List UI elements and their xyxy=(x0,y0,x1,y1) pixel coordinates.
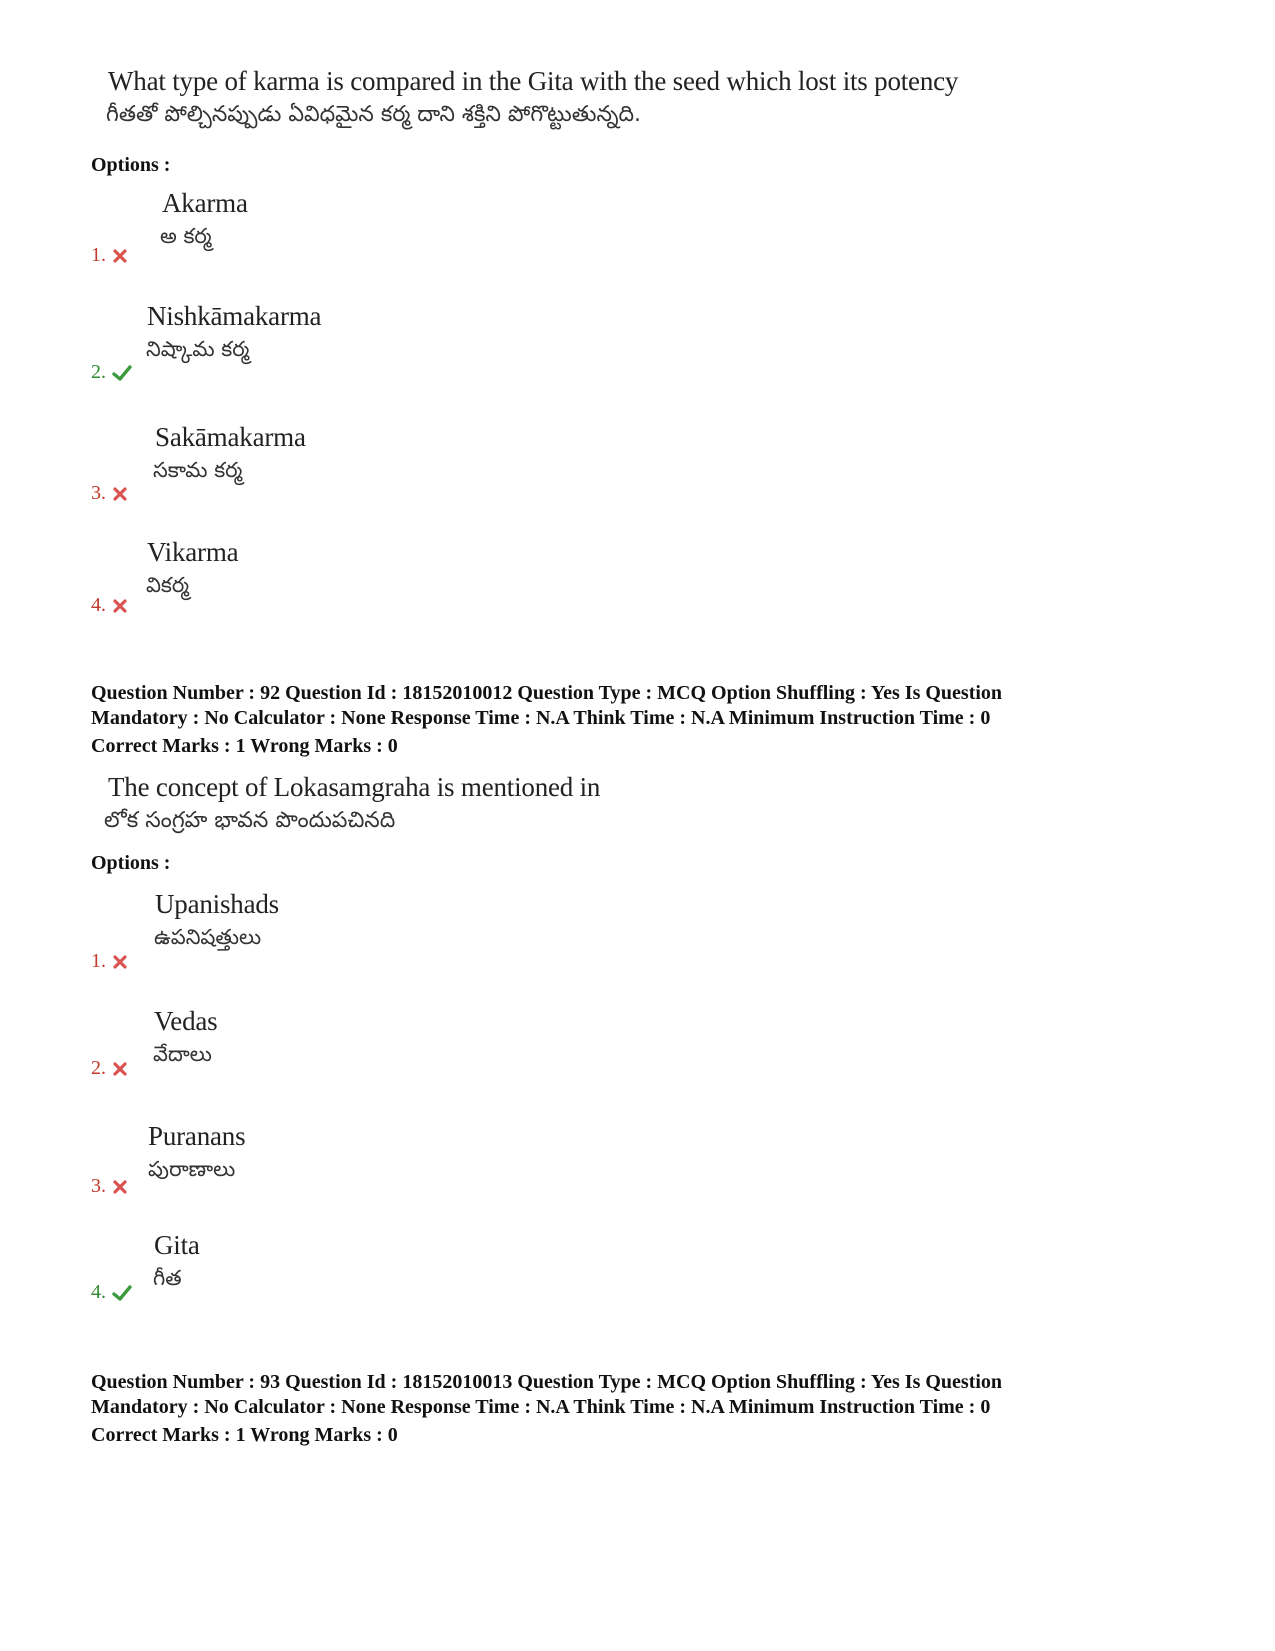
option-number xyxy=(91,1175,128,1198)
check-icon xyxy=(112,364,132,382)
check-icon xyxy=(112,1284,132,1302)
question-text-te: లోక సంగ్రహ భావన పొందుపచినది xyxy=(104,808,396,833)
option-text-te: వేదాలు xyxy=(153,1042,212,1066)
question-marks: Correct Marks : 1 Wrong Marks : 0 xyxy=(91,735,398,757)
option-text-en: Vikarma xyxy=(147,537,239,567)
question-meta-line: Question Number : 93 Question Id : 18152010013 Question Type : MCQ Option Shuffling : Yes Is Question xyxy=(91,1371,1003,1393)
option-number xyxy=(91,482,128,505)
cross-icon xyxy=(112,248,128,264)
option-text-en: Nishkāmakarma xyxy=(147,301,322,331)
option-number xyxy=(91,361,132,384)
option-text-en: Vedas xyxy=(154,1006,218,1036)
option-number-label: 1. xyxy=(91,244,106,266)
option-text-en: Puranans xyxy=(148,1121,246,1151)
cross-icon xyxy=(112,1179,128,1195)
option-number-label: 3. xyxy=(91,1175,106,1197)
question-meta-line: Mandatory : No Calculator : None Response Time : N.A Think Time : N.A Minimum Instruction Time : 0 xyxy=(91,707,991,729)
question-text-te: గీతతో పోల్చినప్పుడు ఏవిధమైన కర్మ దాని శక్తిని పోగొట్టుతున్నది. xyxy=(106,102,641,127)
cross-icon xyxy=(112,598,128,614)
option-number-label: 3. xyxy=(91,482,106,504)
option-text-en: Akarma xyxy=(162,188,248,218)
option-number-label: 1. xyxy=(91,950,106,972)
option-text-te: ఉపనిషత్తులు xyxy=(154,925,262,949)
question-text-en: What type of karma is compared in the Gita with the seed which lost its potency xyxy=(108,66,959,96)
option-number xyxy=(91,1057,128,1080)
question-meta-line: Question Number : 92 Question Id : 18152010012 Question Type : MCQ Option Shuffling : Yes Is Question xyxy=(91,682,1003,704)
option-text-te: వికర్మ xyxy=(146,573,190,597)
cross-icon xyxy=(112,486,128,502)
option-text-te: నిష్కామ కర్మ xyxy=(146,337,250,361)
option-number-label: 4. xyxy=(91,594,106,616)
option-number-label: 2. xyxy=(91,361,106,383)
option-text-te: పురాణాలు xyxy=(148,1157,236,1181)
option-text-te: అ కర్మ xyxy=(160,224,212,248)
question-meta-line: Mandatory : No Calculator : None Response Time : N.A Think Time : N.A Minimum Instruction Time : 0 xyxy=(91,1396,991,1418)
question-marks: Correct Marks : 1 Wrong Marks : 0 xyxy=(91,1424,398,1446)
cross-icon xyxy=(112,954,128,970)
option-text-en: Upanishads xyxy=(155,889,279,919)
option-number xyxy=(91,1281,132,1304)
option-text-te: గీత xyxy=(153,1266,182,1290)
option-number xyxy=(91,244,128,267)
question-meta xyxy=(91,681,1191,731)
option-number-label: 4. xyxy=(91,1281,106,1303)
question-meta xyxy=(91,1370,1191,1420)
question-text-en: The concept of Lokasamgraha is mentioned in xyxy=(108,772,601,802)
options-label: Options : xyxy=(91,154,171,176)
option-number xyxy=(91,950,128,973)
option-text-en: Gita xyxy=(154,1230,200,1260)
cross-icon xyxy=(112,1061,128,1077)
option-text-en: Sakāmakarma xyxy=(155,422,306,452)
option-number-label: 2. xyxy=(91,1057,106,1079)
option-number xyxy=(91,594,128,617)
options-label: Options : xyxy=(91,852,171,874)
option-text-te: సకామ కర్మ xyxy=(153,458,243,482)
